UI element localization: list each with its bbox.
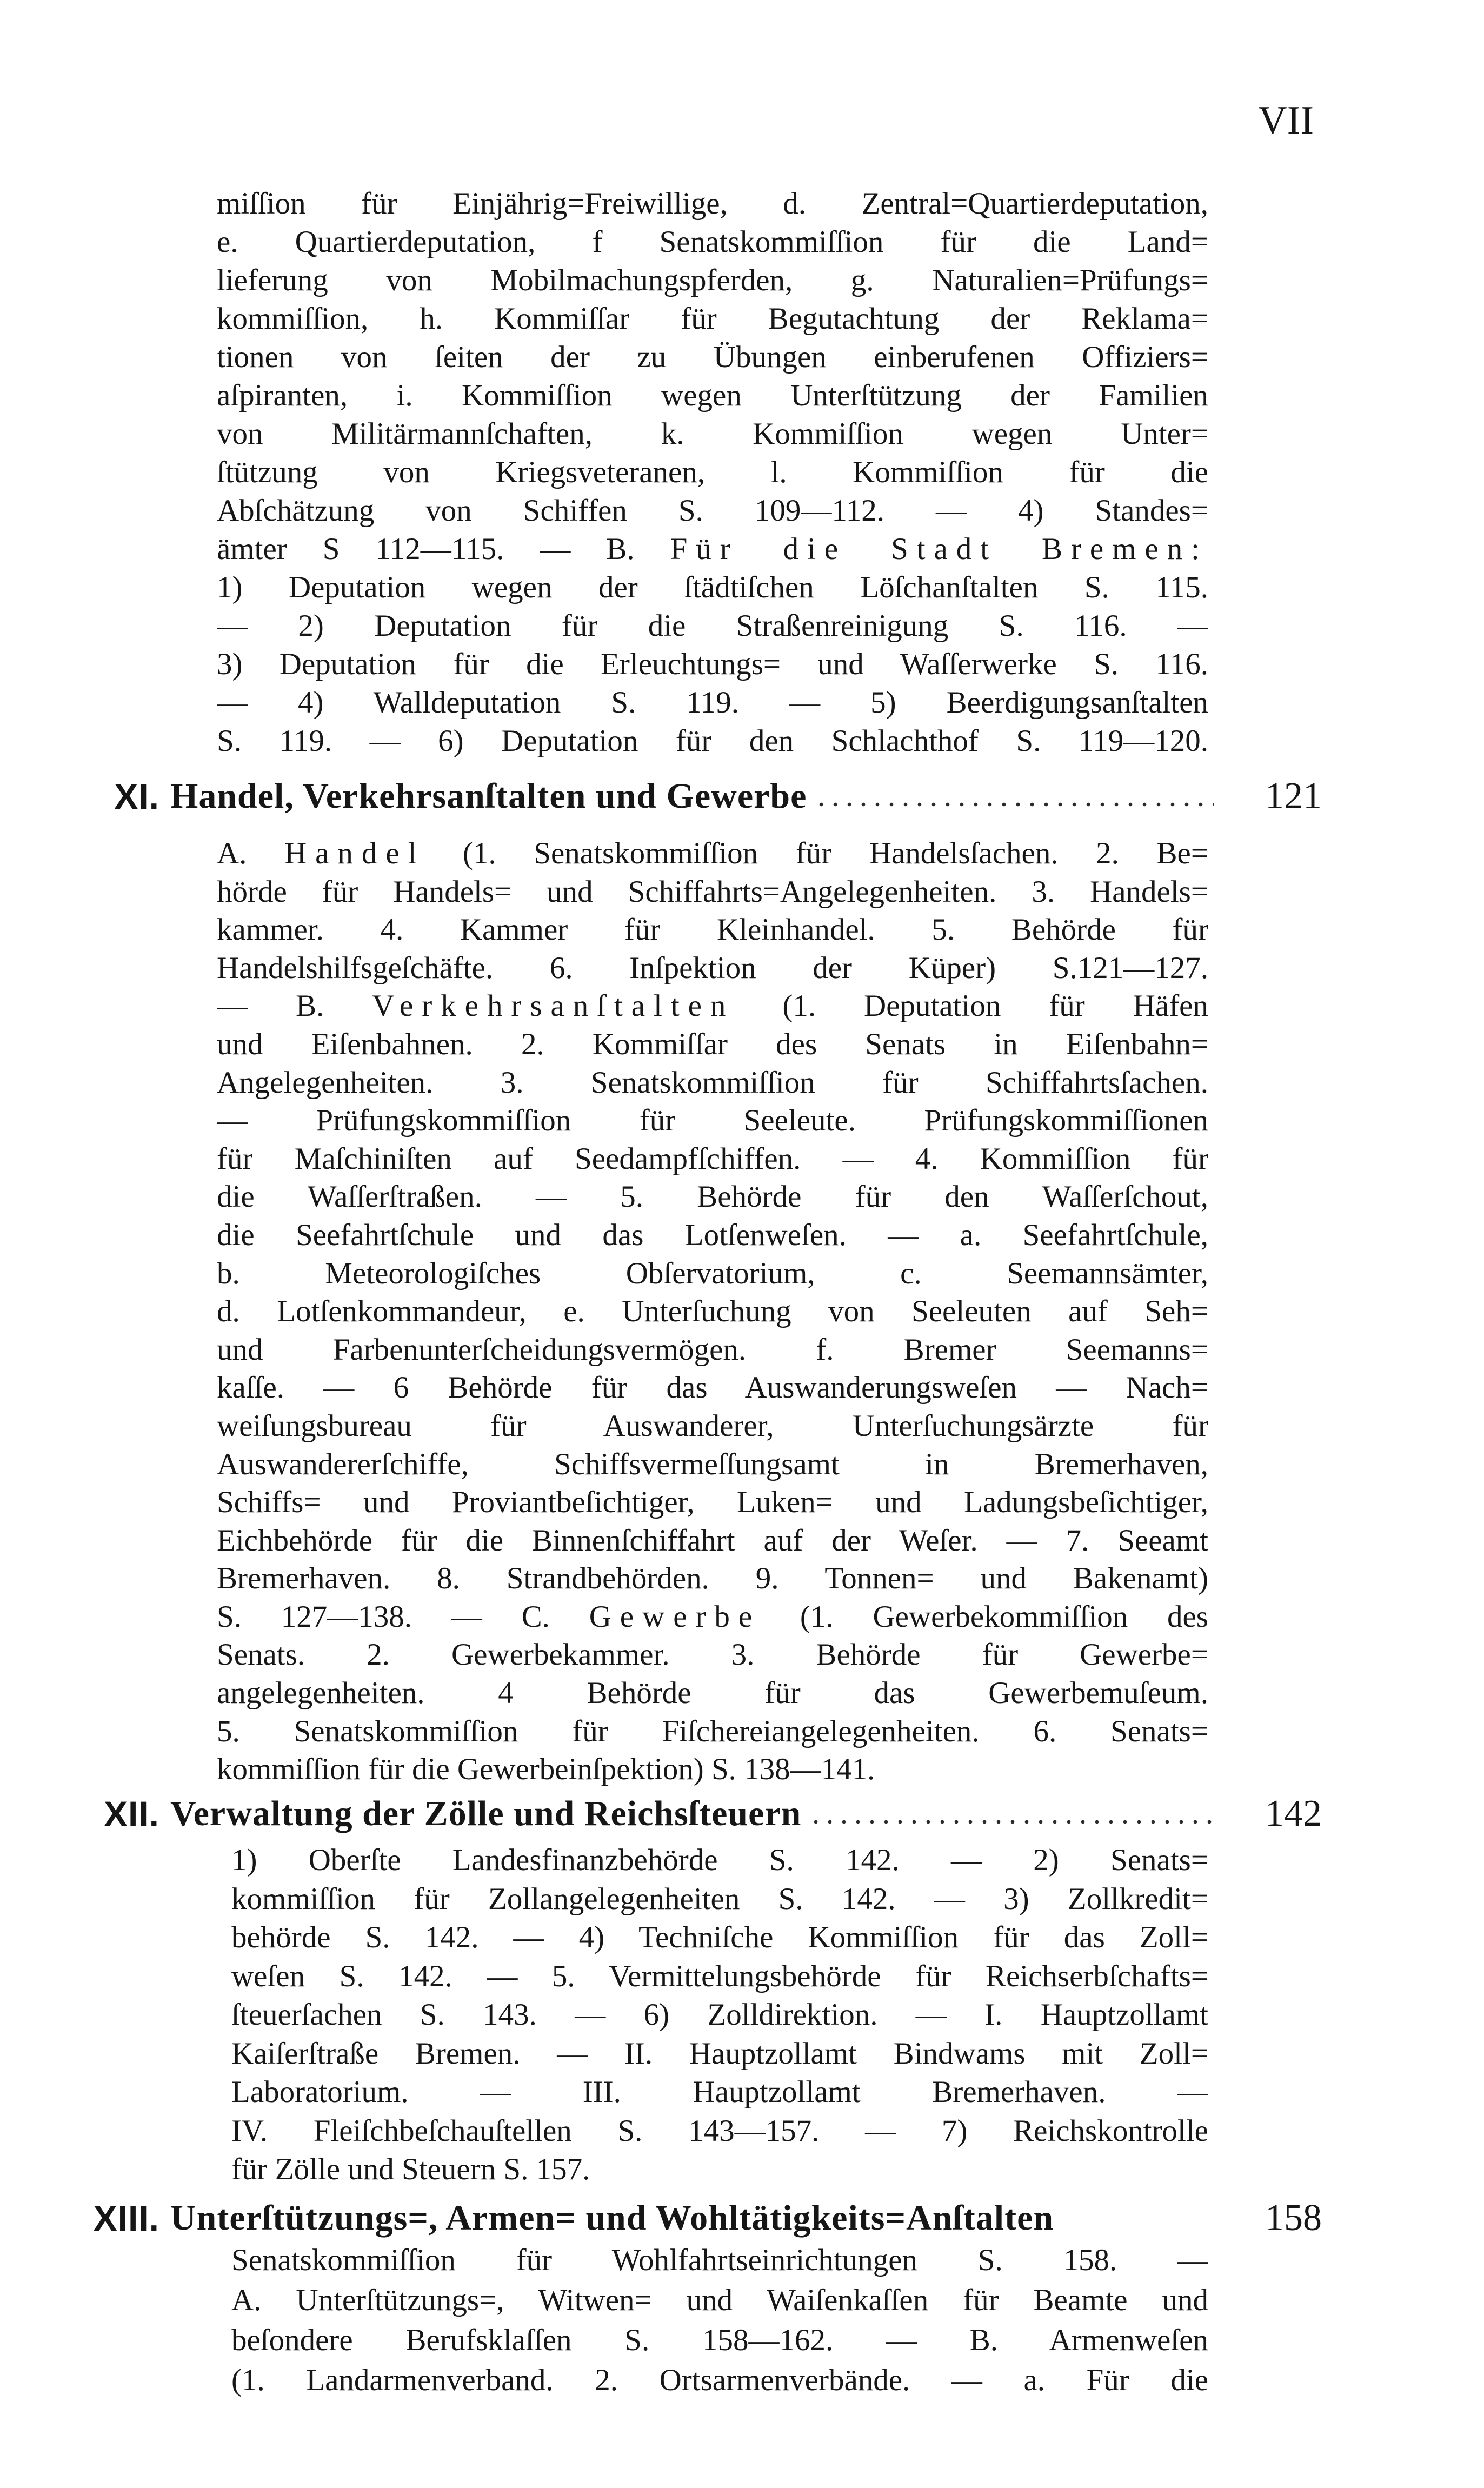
- dot-leader: [814, 795, 1214, 807]
- toc-line: Auswandererſchiffe, Schiffsvermeſſungsamt in Bremerhaven,: [217, 1447, 1208, 1481]
- toc-line: Handelshilfsgeſchäfte. 6. Inſpektion der Küper) S.121—127.: [217, 950, 1208, 985]
- toc-line: — 4) Walldeputation S. 119. — 5) Beerdigungsanſtalten: [217, 686, 1208, 720]
- toc-line: 3) Deputation für die Erleuchtungs= und Waſſerwerke S. 116.: [217, 647, 1208, 681]
- toc-line: die Waſſerſtraßen. — 5. Behörde für den Waſſerſchout,: [217, 1180, 1208, 1214]
- toc-line: kommiſſion, h. Kommiſſar für Begutachtung der Reklama=: [217, 302, 1208, 336]
- toc-line: tionen von ſeiten der zu Übungen einberufenen Offiziers=: [217, 340, 1208, 374]
- section-heading-xi: [54, 776, 1322, 817]
- toc-line: b. Meteorologiſches Obſervatorium, c. Seemannsämter,: [217, 1256, 1208, 1290]
- toc-line: Bremerhaven. 8. Strandbehörden. 9. Tonnen= und Bakenamt): [217, 1561, 1208, 1596]
- section-numeral: XII.: [103, 1794, 159, 1834]
- section-title: Unterſtützungs=, Armen= und Wohltätigkeits=Anſtalten: [170, 2198, 1054, 2238]
- toc-line: für Maſchiniſten auf Seedampfſchiffen. — 4. Kommiſſion für: [217, 1141, 1208, 1176]
- toc-line: 1) Deputation wegen der ſtädtiſchen Löſchanſtalten S. 115.: [217, 570, 1208, 604]
- spaced-subheading: Gewerbe: [589, 1599, 761, 1634]
- toc-line: angelegenheiten. 4 Behörde für das Gewerbemuſeum.: [217, 1676, 1208, 1711]
- line-segment: — B.: [217, 989, 372, 1023]
- toc-line: S. 119. — 6) Deputation für den Schlachthof S. 119—120.: [217, 724, 1208, 758]
- line-segment: S. 127—138. — C.: [217, 1599, 589, 1634]
- toc-line: kaſſe. — 6 Behörde für das Auswanderungsweſen — Nach=: [217, 1371, 1208, 1405]
- section-page-number: 121: [1265, 775, 1322, 817]
- toc-line: kammer. 4. Kammer für Kleinhandel. 5. Behörde für: [217, 913, 1208, 947]
- section-xi-body: [217, 835, 1208, 1789]
- toc-line: Schiffs= und Proviantbeſichtiger, Luken= und Ladungsbeſichtiger,: [217, 1485, 1208, 1520]
- toc-line: aſpiranten, i. Kommiſſion wegen Unterſtützung der Familien: [217, 378, 1208, 413]
- toc-line: Senats. 2. Gewerbekammer. 3. Behörde für Gewerbe=: [217, 1638, 1208, 1672]
- toc-line: Eichbehörde für die Binnenſchiffahrt auf der Weſer. — 7. Seeamt: [217, 1523, 1208, 1558]
- toc-line: A. Unterſtützungs=, Witwen= und Waiſenkaſſen für Beamte und: [231, 2283, 1208, 2317]
- toc-line: kommiſſion für die Gewerbeinſpektion) S. 138—141.: [217, 1752, 875, 1787]
- toc-line: (1. Landarmenverband. 2. Ortsarmenverbände. — a. Für die: [231, 2363, 1208, 2397]
- section-heading-xiii: [54, 2198, 1322, 2239]
- toc-line: [217, 1598, 1208, 1637]
- page-number: VII: [1258, 98, 1314, 143]
- toc-line: lieferung von Mobilmachungspferden, g. Naturalien=Prüfungs=: [217, 263, 1208, 297]
- toc-line: und Farbenunterſcheidungsvermögen. f. Bremer Seemanns=: [217, 1332, 1208, 1367]
- toc-line: miſſion für Einjährig=Freiwillige, d. Zentral=Quartierdeputation,: [217, 187, 1208, 221]
- line-segment: (1. Senatskommiſſion für Handelsſachen. 2. Be=: [425, 836, 1208, 870]
- heading-spacer: [1061, 2217, 1225, 2229]
- toc-line: — 2) Deputation für die Straßenreinigung S. 116. —: [217, 609, 1208, 643]
- section-title: Verwaltung der Zölle und Reichsſteuern: [170, 1794, 802, 1833]
- toc-line: von Militärmannſchaften, k. Kommiſſion wegen Unter=: [217, 417, 1208, 451]
- line-segment: ämter S 112—115. — B.: [217, 532, 670, 566]
- toc-line: Senatskommiſſion für Wohlfahrtseinrichtungen S. 158. —: [231, 2243, 1208, 2277]
- toc-line: 5. Senatskommiſſion für Fiſchereiangelegenheiten. 6. Senats=: [217, 1714, 1208, 1748]
- toc-line: und Eiſenbahnen. 2. Kommiſſar des Senats in Eiſenbahn=: [217, 1027, 1208, 1061]
- spaced-subheading: Für die Stadt Bremen:: [670, 532, 1208, 566]
- toc-line: [217, 530, 1208, 568]
- toc-line: 1) Oberſte Landesfinanzbehörde S. 142. — 2) Senats=: [231, 1843, 1208, 1877]
- toc-line: Laboratorium. — III. Hauptzollamt Bremerhaven. —: [231, 2075, 1208, 2109]
- section-title: Handel, Verkehrsanſtalten und Gewerbe: [170, 776, 807, 816]
- toc-line: Abſchätzung von Schiffen S. 109—112. — 4) Standes=: [217, 494, 1208, 528]
- toc-line: behörde S. 142. — 4) Techniſche Kommiſſion für das Zoll=: [231, 1920, 1208, 1954]
- toc-line: die Seefahrtſchule und das Lotſenweſen. — a. Seefahrtſchule,: [217, 1218, 1208, 1252]
- toc-line: e. Quartierdeputation, f Senatskommiſſion für die Land=: [217, 225, 1208, 259]
- line-segment: (1. Deputation für Häfen: [734, 989, 1208, 1023]
- toc-line: für Zölle und Steuern S. 157.: [231, 2152, 590, 2186]
- spaced-subheading: Verkehrsanſtalten: [372, 989, 735, 1023]
- dot-leader: [809, 1813, 1214, 1825]
- toc-line: d. Lotſenkommandeur, e. Unterſuchung von Seeleuten auf Seh=: [217, 1294, 1208, 1329]
- toc-line: beſondere Berufsklaſſen S. 158—162. — B. Armenweſen: [231, 2323, 1208, 2357]
- toc-line: weiſungsbureau für Auswanderer, Unterſuchungsärzte für: [217, 1408, 1208, 1443]
- toc-line: kommiſſion für Zollangelegenheiten S. 142. — 3) Zollkredit=: [231, 1881, 1208, 1916]
- section-page-number: 142: [1265, 1793, 1322, 1834]
- toc-line: [217, 987, 1208, 1026]
- section-heading-xii: [54, 1793, 1322, 1834]
- toc-line: hörde für Handels= und Schiffahrts=Angelegenheiten. 3. Handels=: [217, 874, 1208, 909]
- toc-line: Kaiſerſtraße Bremen. — II. Hauptzollamt Bindwams mit Zoll=: [231, 2036, 1208, 2071]
- line-segment: A.: [217, 836, 285, 870]
- toc-line: — Prüfungskommiſſion für Seeleute. Prüfungskommiſſionen: [217, 1103, 1208, 1138]
- spaced-subheading: Handel: [284, 836, 425, 870]
- section-continuation: [217, 184, 1208, 760]
- toc-line: ſtützung von Kriegsveteranen, l. Kommiſſion für die: [217, 455, 1208, 489]
- section-xiii-body: [231, 2240, 1208, 2400]
- toc-line: IV. Fleiſchbeſchauſtellen S. 143—157. — 7) Reichskontrolle: [231, 2113, 1208, 2148]
- section-page-number: 158: [1265, 2197, 1322, 2239]
- section-xii-body: [231, 1841, 1208, 2189]
- toc-line: Angelegenheiten. 3. Senatskommiſſion für Schiffahrtsſachen.: [217, 1065, 1208, 1100]
- section-numeral: XIII.: [93, 2198, 159, 2238]
- line-segment: (1. Gewerbekommiſſion des: [761, 1599, 1208, 1634]
- section-numeral: XI.: [114, 776, 159, 816]
- toc-line: ſteuerſachen S. 143. — 6) Zolldirektion. — I. Hauptzollamt: [231, 1998, 1208, 2032]
- toc-line: [217, 835, 1208, 873]
- toc-line: weſen S. 142. — 5. Vermittelungsbehörde für Reichserbſchafts=: [231, 1959, 1208, 1993]
